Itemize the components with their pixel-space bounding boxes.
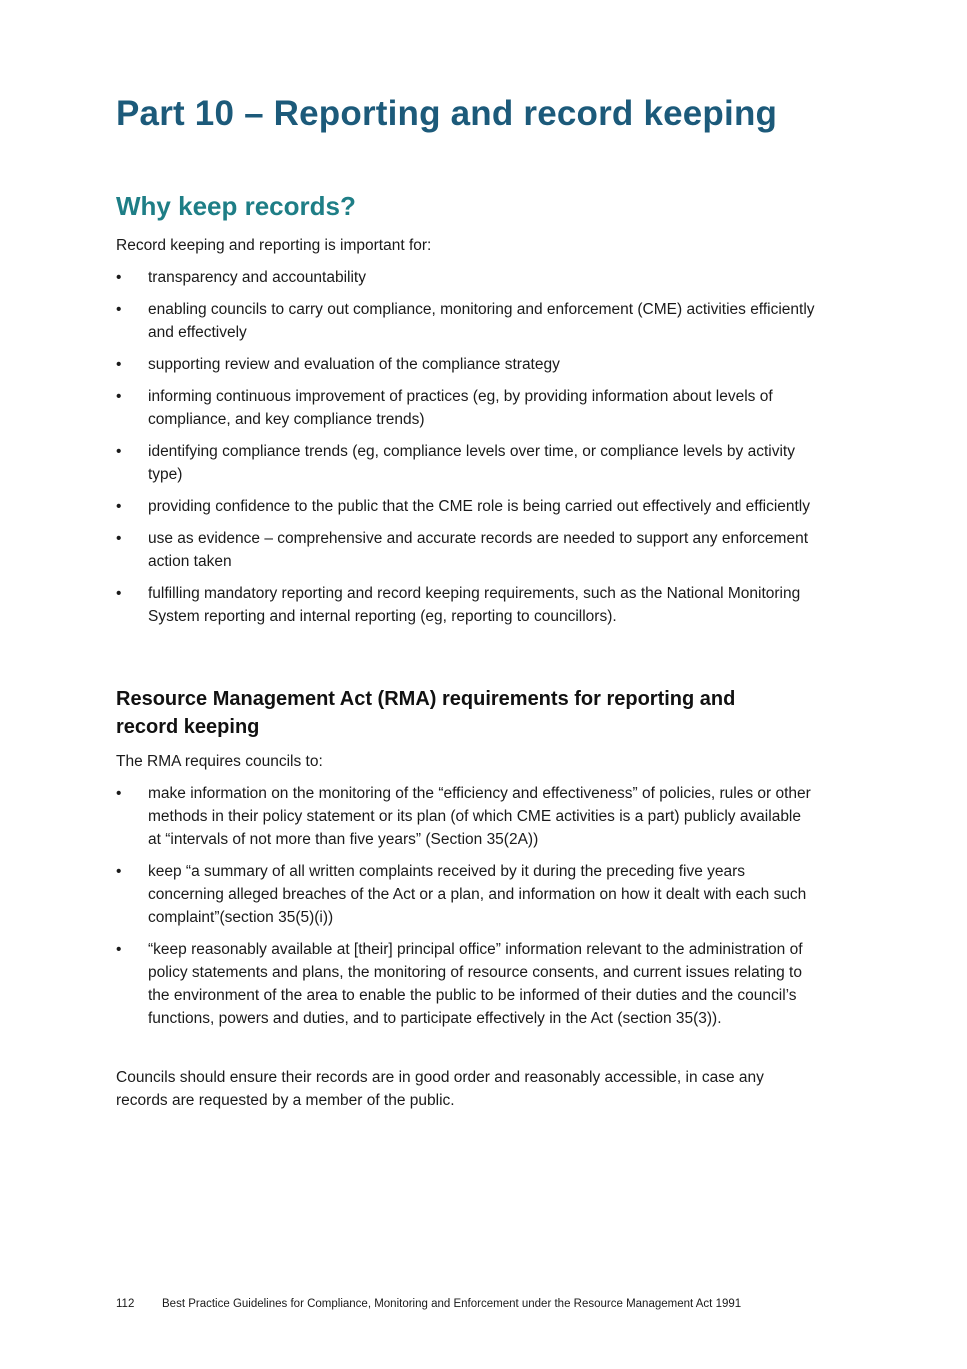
bullet-icon: • xyxy=(116,863,122,880)
list-item: • identifying compliance trends (eg, compliance levels over time, or compliance levels by activity type) xyxy=(116,440,816,486)
section1-bullet-list xyxy=(116,266,816,637)
section2-bullet-list xyxy=(116,782,816,1039)
list-item: • “keep reasonably available at [their] principal office” information relevant to the administration of policy statements and plans, the monitoring of resource consents, and current issues relating to the environment of the area to enable the public to be informed of their duties and the council’s functions, powers and duties, and to participate effectively in the Act (section 35(3)). xyxy=(116,938,816,1030)
list-item: • use as evidence – comprehensive and accurate records are needed to support any enforcement action taken xyxy=(116,527,816,573)
list-item: • make information on the monitoring of the “efficiency and effectiveness” of policies, rules or other methods in their policy statement or its plan (of which CME activities is a part) publicly available at “intervals of not more than five years” (Section 35(2A)) xyxy=(116,782,816,851)
page-title: Part 10 – Reporting and record keeping xyxy=(116,94,778,133)
bullet-icon: • xyxy=(116,388,122,405)
section-heading-rma-requirements: Resource Management Act (RMA) requirements for reporting and record keeping xyxy=(116,688,736,738)
section2-intro: The RMA requires councils to: xyxy=(116,753,323,770)
list-item: • enabling councils to carry out compliance, monitoring and enforcement (CME) activities efficiently and effectively xyxy=(116,298,816,344)
footer-text: Best Practice Guidelines for Compliance, Monitoring and Enforcement under the Resource Management Act 1991 xyxy=(162,1298,742,1310)
list-item: • fulfilling mandatory reporting and record keeping requirements, such as the National Monitoring System reporting and internal reporting (eg, reporting to councillors). xyxy=(116,582,816,628)
page-number: 112 xyxy=(116,1298,135,1310)
list-item: • supporting review and evaluation of the compliance strategy xyxy=(116,353,816,376)
page-footer xyxy=(116,1298,741,1310)
bullet-icon: • xyxy=(116,301,122,318)
bullet-icon: • xyxy=(116,941,122,958)
bullet-icon: • xyxy=(116,585,122,602)
list-item: • keep “a summary of all written complaints received by it during the preceding five years concerning alleged breaches of the Act or a plan, and information on how it dealt with each such complaint”(section 35(5)(i)) xyxy=(116,860,816,929)
bullet-icon: • xyxy=(116,498,122,515)
list-item: • informing continuous improvement of practices (eg, by providing information about levels of compliance, and key compliance trends) xyxy=(116,385,816,431)
bullet-icon: • xyxy=(116,356,122,373)
list-item: • providing confidence to the public that the CME role is being carried out effectively and efficiently xyxy=(116,495,816,518)
section-heading-why-keep-records: Why keep records? xyxy=(116,191,356,221)
bullet-icon: • xyxy=(116,785,122,802)
list-item: • transparency and accountability xyxy=(116,266,816,289)
bullet-icon: • xyxy=(116,530,122,547)
bullet-icon: • xyxy=(116,269,122,286)
section1-intro: Record keeping and reporting is important for: xyxy=(116,237,432,254)
bullet-icon: • xyxy=(116,443,122,460)
closing-paragraph: Councils should ensure their records are in good order and reasonably accessible, in case any records are requested by a member of the public. xyxy=(116,1069,764,1109)
